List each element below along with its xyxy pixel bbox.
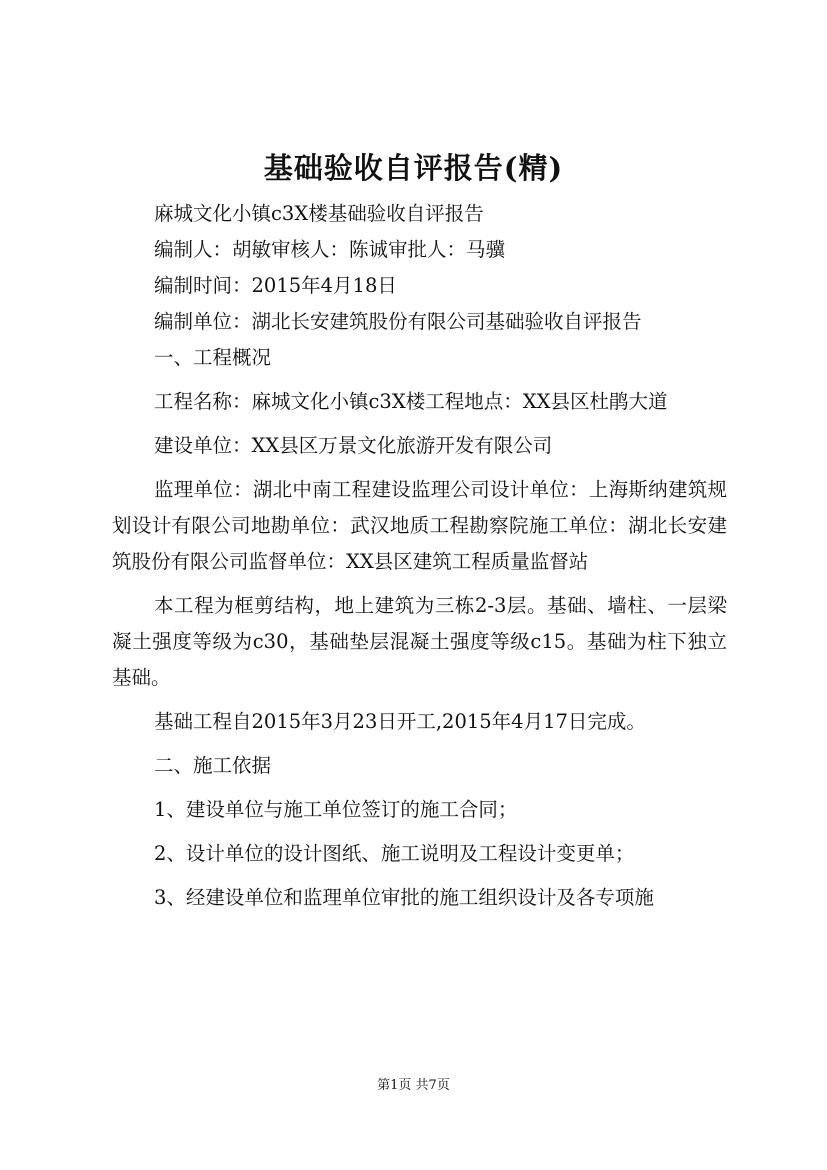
- paragraph-project-name: 工程名称：麻城文化小镇c3X楼工程地点：XX县区杜鹃大道: [154, 390, 668, 413]
- list-item-basis-2: 2、设计单位的设计图纸、施工说明及工程设计变更单；: [154, 842, 635, 865]
- paragraph-units: 监理单位：湖北中南工程建设监理公司设计单位：上海斯纳建筑规划设计有限公司地勘单位：武汉地质工程勘察院施工单位：湖北长安建筑股份有限公司监督单位：XX县区建筑工程质量监督站: [112, 478, 727, 573]
- paragraph-authors: 编制人：胡敏审核人：陈诚审批人：马骥: [154, 238, 506, 261]
- section-heading-basis: 二、施工依据: [154, 754, 272, 777]
- paragraph-date: 编制时间：2015年4月18日: [154, 274, 397, 297]
- paragraph-schedule: 基础工程自2015年3月23日开工,2015年4月17日完成。: [154, 710, 646, 733]
- paragraph-builder: 建设单位：XX县区万景文化旅游开发有限公司: [154, 434, 553, 457]
- paragraph-report-name: 麻城文化小镇c3X楼基础验收自评报告: [154, 202, 484, 225]
- list-item-basis-1: 1、建设单位与施工单位签订的施工合同；: [154, 798, 518, 821]
- paragraph-structure: 本工程为框剪结构，地上建筑为三栋2-3层。基础、墙柱、一层梁凝土强度等级为c30，基础垫层混凝土强度等级c15。基础为柱下独立基础。: [112, 594, 727, 689]
- page-number: 第1页 共7页: [377, 1078, 450, 1093]
- list-item-basis-3: 3、经建设单位和监理单位审批的施工组织设计及各专项施: [154, 886, 654, 909]
- section-heading-overview: 一、工程概况: [154, 346, 272, 369]
- document-body: [112, 196, 727, 916]
- paragraph-organization: 编制单位：湖北长安建筑股份有限公司基础验收自评报告: [154, 310, 642, 333]
- document-title: 基础验收自评报告(精): [263, 151, 564, 185]
